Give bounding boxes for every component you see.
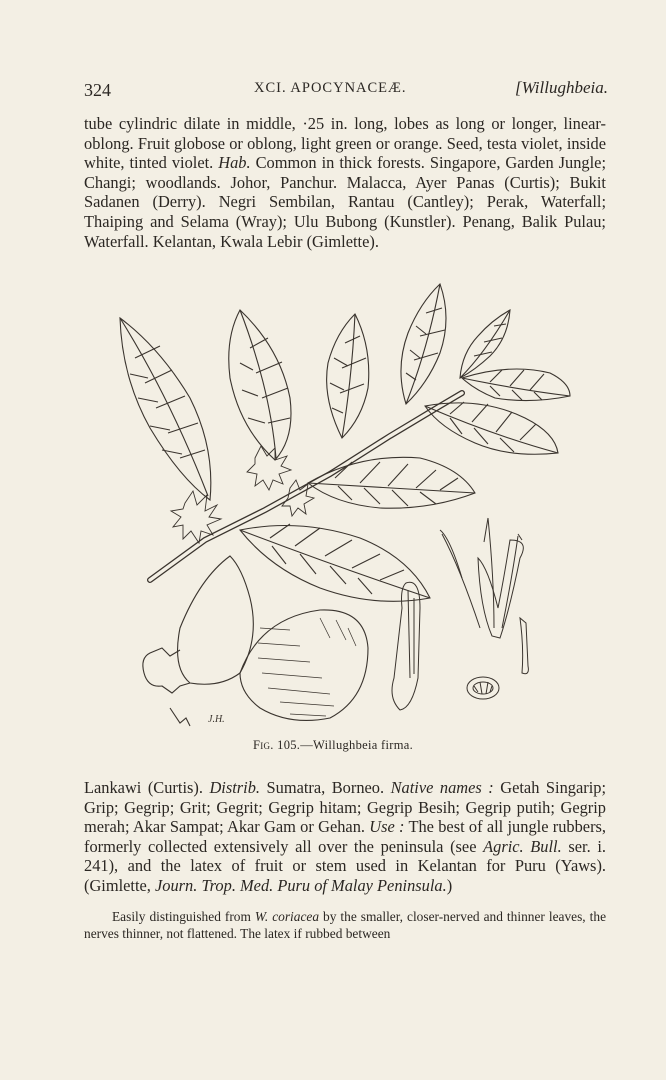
leaf-1 [120, 318, 211, 500]
leaf-8 [308, 457, 475, 508]
native-names-label: Native names : [390, 778, 494, 797]
text: Lankawi (Curtis). [84, 778, 210, 797]
habitat-text: Common in thick forests. Singapore, Garden Jungle; Changi; woodlands. Johor, Panchur. Malacca, Ayer Panas (Curtis); Bukit Sadanen (Derry). Negri Sembilan, Rantau (Cantley); Perak, Waterfall; Thaiping and Selama (Wray); Ulu Bubong (Kunstler). Penang, Balik Pulau; Waterfall. Kelantan, Kwala Lebir (Gimlette). [84, 153, 606, 251]
leaf-5 [460, 310, 510, 378]
text: Getah Singarip; Grip; Gegrip; Grit; Gegrit; Gegrip hitam; Gegrip Besih; Gegrip putih; Gegrip merah; Akar Sampat; Akar Gam or Gehan. [84, 778, 606, 837]
running-title: XCI. APOCYNACEÆ. [254, 80, 407, 96]
text: ser. i. 241), and the latex of fruit or stem used in Kelantan for Puru (Yaws). (Gimlette, [84, 836, 606, 895]
note-paragraph [84, 908, 606, 942]
figure-title: 105.—Willughbeia firma. [273, 738, 414, 752]
botanical-illustration [90, 278, 590, 738]
description-paragraph [84, 114, 606, 251]
leaf-3 [327, 314, 369, 438]
leaf-7 [425, 402, 558, 454]
citation-journ: Journ. Trop. Med. Puru of Malay Peninsula. [155, 875, 447, 895]
fruit-drawing [143, 556, 368, 726]
genus-heading: [Willughbeia. [514, 78, 608, 97]
text: by the smaller, closer-nerved and thinner leaves, the nerves thinner, not flattened. The latex if rubbed between [84, 909, 607, 941]
figure-label: Fig. [252, 738, 274, 752]
species-name: W. coriacea [254, 909, 320, 924]
distrib-label: Distrib. [209, 778, 261, 797]
leaf-2 [229, 310, 291, 460]
leaf-6 [462, 369, 570, 401]
description-text: tube cylindric dilate in middle, ·25 in. long, lobes as long or longer, linear-oblong. Fruit globose or oblong, light green or orange. Seed, testa violet, inside white, tinted violet. [84, 114, 606, 173]
page-header [84, 76, 608, 104]
citation-agric: Agric. Bull. [483, 836, 562, 856]
flower-detail [392, 518, 528, 710]
text: Easily distinguished from [112, 909, 255, 924]
page-number: 324 [84, 80, 111, 100]
text: The best of all jungle rubbers, formerly collected extensively all over the peninsula (see [84, 817, 606, 856]
distribution-paragraph [84, 778, 606, 896]
leaf-9 [240, 524, 430, 601]
leaf-4 [401, 284, 446, 404]
artist-initials: J.H. [208, 714, 225, 725]
figure-caption [0, 738, 666, 753]
habitat-label: Hab. [218, 153, 251, 173]
use-label: Use : [369, 817, 405, 837]
text: ) [446, 875, 453, 895]
text: Sumatra, Borneo. [260, 778, 391, 797]
